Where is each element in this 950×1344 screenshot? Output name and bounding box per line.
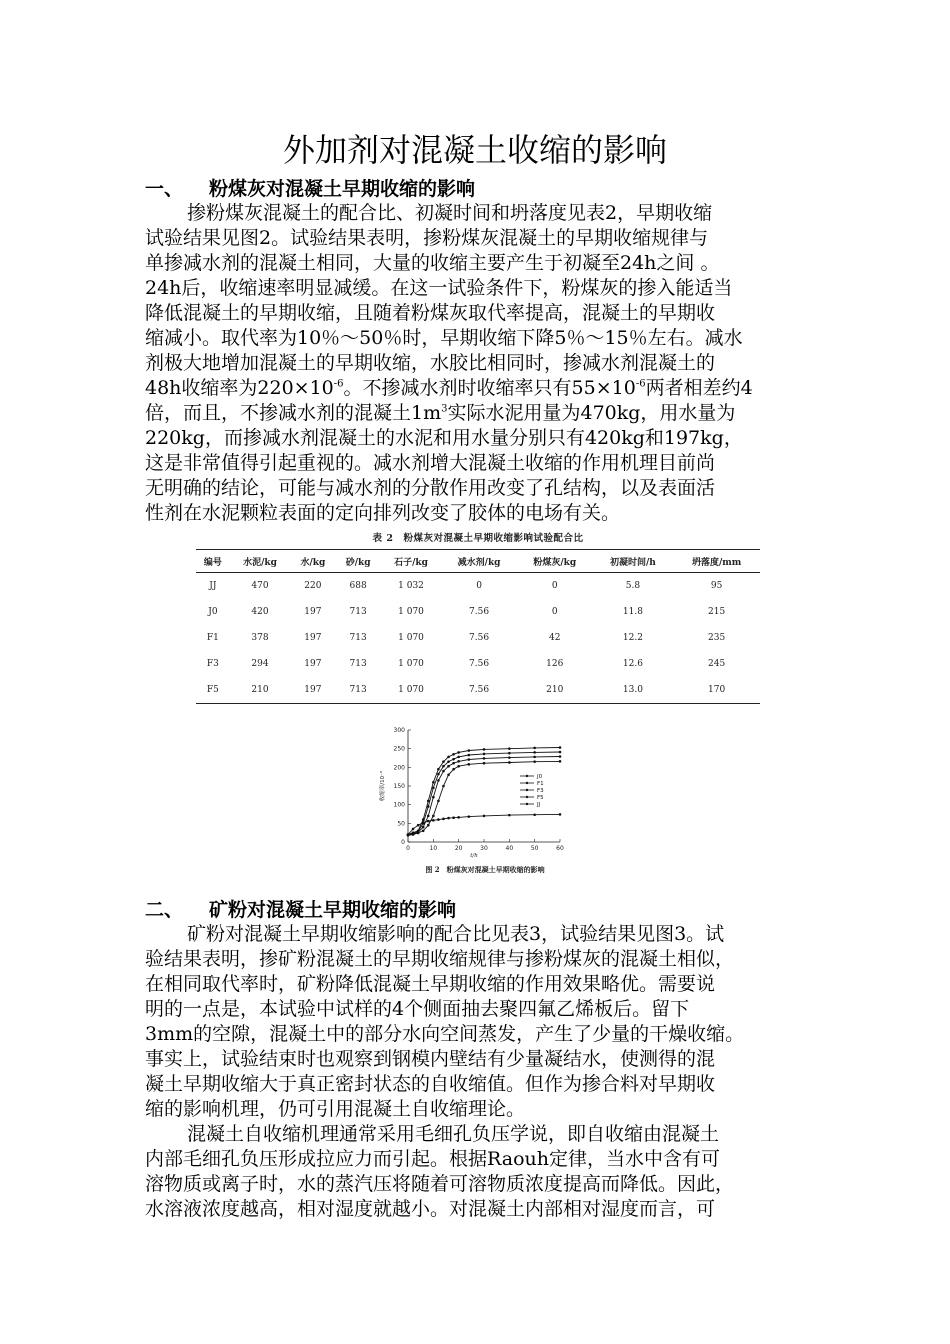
data-point-F3 (422, 826, 425, 829)
data-point-F3 (447, 765, 450, 768)
table-caption: 表 2 粉煤灰对混凝土早期收缩影响试验配合比 (372, 533, 584, 544)
legend-label: F3 (537, 788, 544, 794)
paragraph-line: 明的一点是，本试验中试样的4个侧面抽去聚四氟乙烯板后。留下 (145, 998, 690, 1020)
data-point-JJ (452, 816, 455, 819)
table-cell: 126 (546, 659, 564, 669)
data-point-F5 (559, 760, 562, 763)
data-point-F1 (427, 805, 430, 808)
page-title: 外加剂对混凝土收缩的影响 (282, 131, 667, 169)
section-2-heading (145, 897, 456, 923)
data-point-F1 (559, 751, 562, 754)
table-header-row (196, 550, 760, 573)
legend-marker (526, 789, 528, 791)
data-point-F1 (457, 756, 460, 759)
section-2-number: 二、 (145, 899, 184, 921)
table-cell: JJ (209, 581, 217, 591)
y-tick-label: 50 (397, 820, 405, 828)
table-cell: 170 (708, 685, 726, 695)
data-point-JJ (468, 815, 471, 818)
section-1-number: 一、 (145, 178, 184, 200)
data-point-JJ (427, 820, 430, 823)
table-cell: 1 032 (398, 581, 424, 591)
table-cell: 12.6 (622, 659, 643, 669)
data-point-JJ (417, 824, 420, 827)
paragraph-line: 剂极大地增加混凝土的早期收缩，水胶比相同时，掺减水剂混凝土的 (145, 352, 716, 374)
text-run: 倍，而且，不掺减水剂的混凝土1m (145, 402, 442, 424)
table-cell: F1 (206, 633, 219, 643)
data-point-J0 (483, 748, 486, 751)
x-tick-label: 20 (454, 845, 463, 852)
mix-proportion-table (196, 530, 760, 704)
table-cell: 11.8 (622, 607, 643, 617)
table-header-cell: 编号 (203, 557, 222, 568)
table-header-cell: 水泥/kg (243, 557, 277, 568)
superscript: -6 (635, 378, 646, 390)
data-point-F5 (417, 832, 420, 835)
paragraph-line: 这是非常值得引起重视的。减水剂增大混凝土收缩的作用机理目前尚 (145, 452, 716, 474)
data-point-J0 (508, 747, 511, 750)
y-tick-label: 250 (393, 745, 405, 753)
table-cell: 197 (304, 685, 322, 695)
table (196, 549, 760, 704)
table-header-cell: 石子/kg (394, 557, 428, 568)
legend-label: F1 (537, 781, 544, 787)
legend-label: JJ (537, 802, 541, 808)
paragraph-line: 内部毛细孔负压形成拉应力而引起。根据Raouh定律，当水中含有可 (145, 1148, 720, 1170)
data-point-F1 (447, 760, 450, 763)
table-row (196, 599, 760, 625)
y-tick-label: 300 (393, 727, 405, 734)
data-point-F5 (468, 763, 471, 766)
paragraph-line: 在相同取代率时，矿粉降低混凝土早期收缩的作用效果略优。需要说 (145, 973, 716, 995)
data-point-JJ (533, 813, 536, 816)
section-1-title: 粉煤灰对混凝土早期收缩的影响 (209, 178, 476, 200)
paragraph-line: 掺粉煤灰混凝土的配合比、初凝时间和坍落度见表2，早期收缩 (187, 202, 713, 224)
data-point-F3 (468, 758, 471, 761)
table-cell: 1 070 (398, 633, 424, 643)
chart-svg (370, 722, 580, 867)
table-cell: 210 (546, 685, 564, 695)
legend-marker (526, 803, 528, 805)
table-cell: 0 (551, 581, 558, 591)
shrinkage-chart (370, 722, 580, 882)
paragraph-line: 事实上，试验结束时也观察到钢模内壁结有少量凝结水，使测得的混 (145, 1048, 716, 1070)
table-cell: 294 (251, 659, 269, 669)
paragraph-line: 24h后，收缩速率明显减缓。在这一试验条件下，粉煤灰的掺入能适当 (145, 277, 733, 299)
table-row (196, 677, 760, 704)
table-cell: 713 (349, 685, 367, 695)
paragraph-line: 性剂在水泥颗粒表面的定向排列改变了胶体的电场有关。 (145, 502, 621, 524)
table-cell: 13.0 (622, 685, 643, 695)
data-point-F5 (508, 761, 511, 764)
table-header-cell: 减水剂/kg (457, 557, 501, 568)
data-point-F5 (447, 774, 450, 777)
x-tick-label: 10 (429, 845, 438, 852)
data-point-F1 (432, 787, 435, 790)
paragraph-line: 混凝土自收缩机理通常采用毛细孔负压学说，即自收缩由混凝土 (187, 1123, 720, 1145)
data-point-F3 (533, 756, 536, 759)
y-axis-label: 收缩率/10⁻⁶ (380, 770, 386, 802)
superscript: -6 (333, 378, 344, 390)
paragraph-line (145, 401, 810, 426)
data-point-F5 (432, 815, 435, 818)
data-point-F1 (442, 765, 445, 768)
data-point-F3 (457, 760, 460, 763)
table-header-cell: 坍落度/mm (691, 557, 742, 568)
table-cell: 5.8 (625, 581, 641, 591)
data-point-JJ (483, 815, 486, 818)
y-tick-label: 100 (393, 801, 405, 809)
data-point-J0 (468, 749, 471, 752)
data-point-F3 (508, 756, 511, 759)
table-cell: 7.56 (469, 659, 490, 669)
table-cell: 688 (349, 581, 367, 591)
paragraph-line: 无明确的结论，可能与减水剂的分散作用改变了孔结构，以及表面活 (145, 477, 716, 499)
legend-label: J0 (537, 774, 543, 780)
table-cell: 12.2 (622, 633, 643, 643)
data-point-F3 (432, 796, 435, 799)
data-point-F5 (437, 800, 440, 803)
paragraph-line: 试验结果见图2。试验结果表明，掺粉煤灰混凝土的早期收缩规律与 (145, 227, 709, 249)
data-point-F5 (533, 760, 536, 763)
data-point-F3 (437, 779, 440, 782)
data-point-JJ (447, 817, 450, 820)
table-cell: 1 070 (398, 607, 424, 617)
table-cell: 7.56 (469, 633, 490, 643)
data-point-F1 (483, 753, 486, 756)
x-tick-label: 0 (406, 845, 410, 852)
data-point-F1 (533, 751, 536, 754)
table-cell: 245 (708, 659, 726, 669)
table-row (196, 573, 760, 600)
data-point-F3 (442, 770, 445, 773)
data-point-J0 (437, 768, 440, 771)
table-header-cell: 粉煤灰/kg (533, 557, 577, 568)
paragraph-line (145, 376, 810, 401)
text-run: 实际水泥用量为470kg，用水量为 (447, 402, 736, 424)
data-point-J0 (442, 760, 445, 763)
table-cell: J0 (208, 607, 218, 617)
data-point-F3 (559, 755, 562, 758)
table-cell: F3 (206, 659, 219, 669)
table-cell: 420 (251, 607, 269, 617)
paragraph-line: 验结果表明，掺矿粉混凝土的早期收缩规律与掺粉煤灰的混凝土相似， (145, 948, 735, 970)
legend-label: F5 (537, 795, 544, 801)
table-cell: 235 (708, 633, 726, 643)
table-cell: 470 (251, 581, 269, 591)
series-line-JJ (408, 814, 560, 834)
data-point-J0 (559, 746, 562, 749)
paragraph-line: 凝土早期收缩大于真正密封状态的自收缩值。但作为掺合料对早期收 (145, 1073, 716, 1095)
section-2-paragraph (145, 922, 810, 1222)
data-point-JJ (559, 813, 562, 816)
table-cell: 713 (349, 633, 367, 643)
x-tick-label: 30 (480, 845, 488, 852)
table-header-cell: 初凝时间/h (610, 557, 656, 568)
data-point-F5 (457, 765, 460, 768)
data-point-JJ (412, 828, 415, 831)
section-2-title: 矿粉对混凝土早期收缩的影响 (209, 899, 457, 921)
text-run: 。不掺减水剂时收缩率只有55×10 (343, 377, 636, 399)
data-point-F1 (508, 752, 511, 755)
y-tick-label: 150 (393, 783, 405, 790)
data-point-F5 (442, 785, 445, 788)
table-cell: 378 (251, 633, 269, 643)
table-cell: 7.56 (469, 607, 490, 617)
paragraph-line: 溶物质或离子时，水的蒸汽压将随着可溶物质浓度提高而降低。因此， (145, 1173, 735, 1195)
data-point-F3 (483, 757, 486, 760)
paragraph-line: 矿粉对混凝土早期收缩影响的配合比见表3，试验结果见图3。试 (187, 923, 725, 945)
data-point-F5 (452, 768, 455, 771)
table-cell: 210 (251, 685, 269, 695)
data-point-J0 (432, 781, 435, 784)
y-tick-label: 0 (401, 839, 405, 846)
table-row (196, 625, 760, 651)
table-cell: 0 (551, 607, 558, 617)
paragraph-line: 220kg，而掺减水剂混凝土的水泥和用水量分别只有420kg和197kg， (145, 427, 743, 449)
paragraph-line: 3mm的空隙，混凝土中的部分水向空间蒸发，产生了少量的干燥收缩。 (145, 1023, 745, 1045)
text-run: 两者相差约4 (645, 377, 753, 399)
table-cell: 713 (349, 659, 367, 669)
superscript: 3 (441, 403, 448, 415)
data-point-F1 (437, 773, 440, 776)
table-cell: 0 (476, 581, 482, 591)
data-point-F1 (468, 754, 471, 757)
paragraph-line: 降低混凝土的早期收缩，且随着粉煤灰取代率提高，混凝土的早期收 (145, 302, 716, 324)
data-point-J0 (452, 753, 455, 756)
x-tick-label: 50 (530, 845, 539, 852)
paragraph-line: 水溶液浓度越高，相对湿度就越小。对混凝土内部相对湿度而言，可 (145, 1198, 716, 1220)
data-point-F3 (452, 762, 455, 765)
section-1-paragraph (145, 201, 810, 526)
data-point-J0 (447, 756, 450, 759)
table-header-cell: 水/kg (300, 557, 326, 568)
table-cell: 197 (304, 659, 322, 669)
table-cell: 220 (304, 581, 322, 591)
x-tick-label: 60 (556, 845, 564, 852)
table-cell: 197 (304, 607, 322, 617)
data-point-J0 (457, 751, 460, 754)
data-point-JJ (422, 821, 425, 824)
legend-marker (526, 775, 528, 777)
table-cell: 197 (304, 633, 322, 643)
paragraph-line: 缩减小。取代率为10％～50％时，早期收缩下降5％～15％左右。减水 (145, 327, 743, 349)
data-point-F1 (452, 758, 455, 761)
data-point-JJ (442, 818, 445, 821)
table-header-cell: 砂/kg (345, 557, 371, 568)
data-point-F5 (422, 830, 425, 833)
table-cell: 7.56 (469, 685, 490, 695)
data-point-JJ (407, 833, 410, 836)
legend-marker (526, 782, 528, 784)
legend-marker (526, 796, 528, 798)
section-1-heading (145, 176, 475, 202)
table-cell: 95 (710, 581, 723, 591)
table-cell: 713 (349, 607, 367, 617)
y-tick-label: 200 (393, 764, 405, 772)
x-axis-label: t/h (470, 853, 478, 859)
table-cell: 42 (549, 633, 561, 643)
table-row (196, 651, 760, 677)
data-point-JJ (508, 814, 511, 817)
paragraph-line: 单掺减水剂的混凝土相同，大量的收缩主要产生于初凝至24h之间 。 (145, 252, 720, 274)
data-point-F5 (412, 833, 415, 836)
data-point-F3 (427, 815, 430, 818)
table-cell: 215 (708, 607, 726, 617)
data-point-JJ (432, 819, 435, 822)
paragraph-line: 缩的影响机理，仍可引用混凝土自收缩理论。 (145, 1098, 526, 1120)
data-point-JJ (437, 818, 440, 821)
data-point-J0 (533, 747, 536, 750)
table-cell: F5 (206, 685, 219, 695)
data-point-JJ (457, 816, 460, 819)
data-point-F5 (427, 824, 430, 827)
table-cell: 1 070 (398, 685, 424, 695)
x-tick-label: 40 (505, 845, 514, 852)
table-cell: 1 070 (398, 659, 424, 669)
figure-caption: 图 2 粉煤灰对混凝土早期收缩的影响 (425, 865, 545, 874)
data-point-F5 (483, 762, 486, 765)
text-run: 48h收缩率为220×10 (145, 377, 334, 399)
